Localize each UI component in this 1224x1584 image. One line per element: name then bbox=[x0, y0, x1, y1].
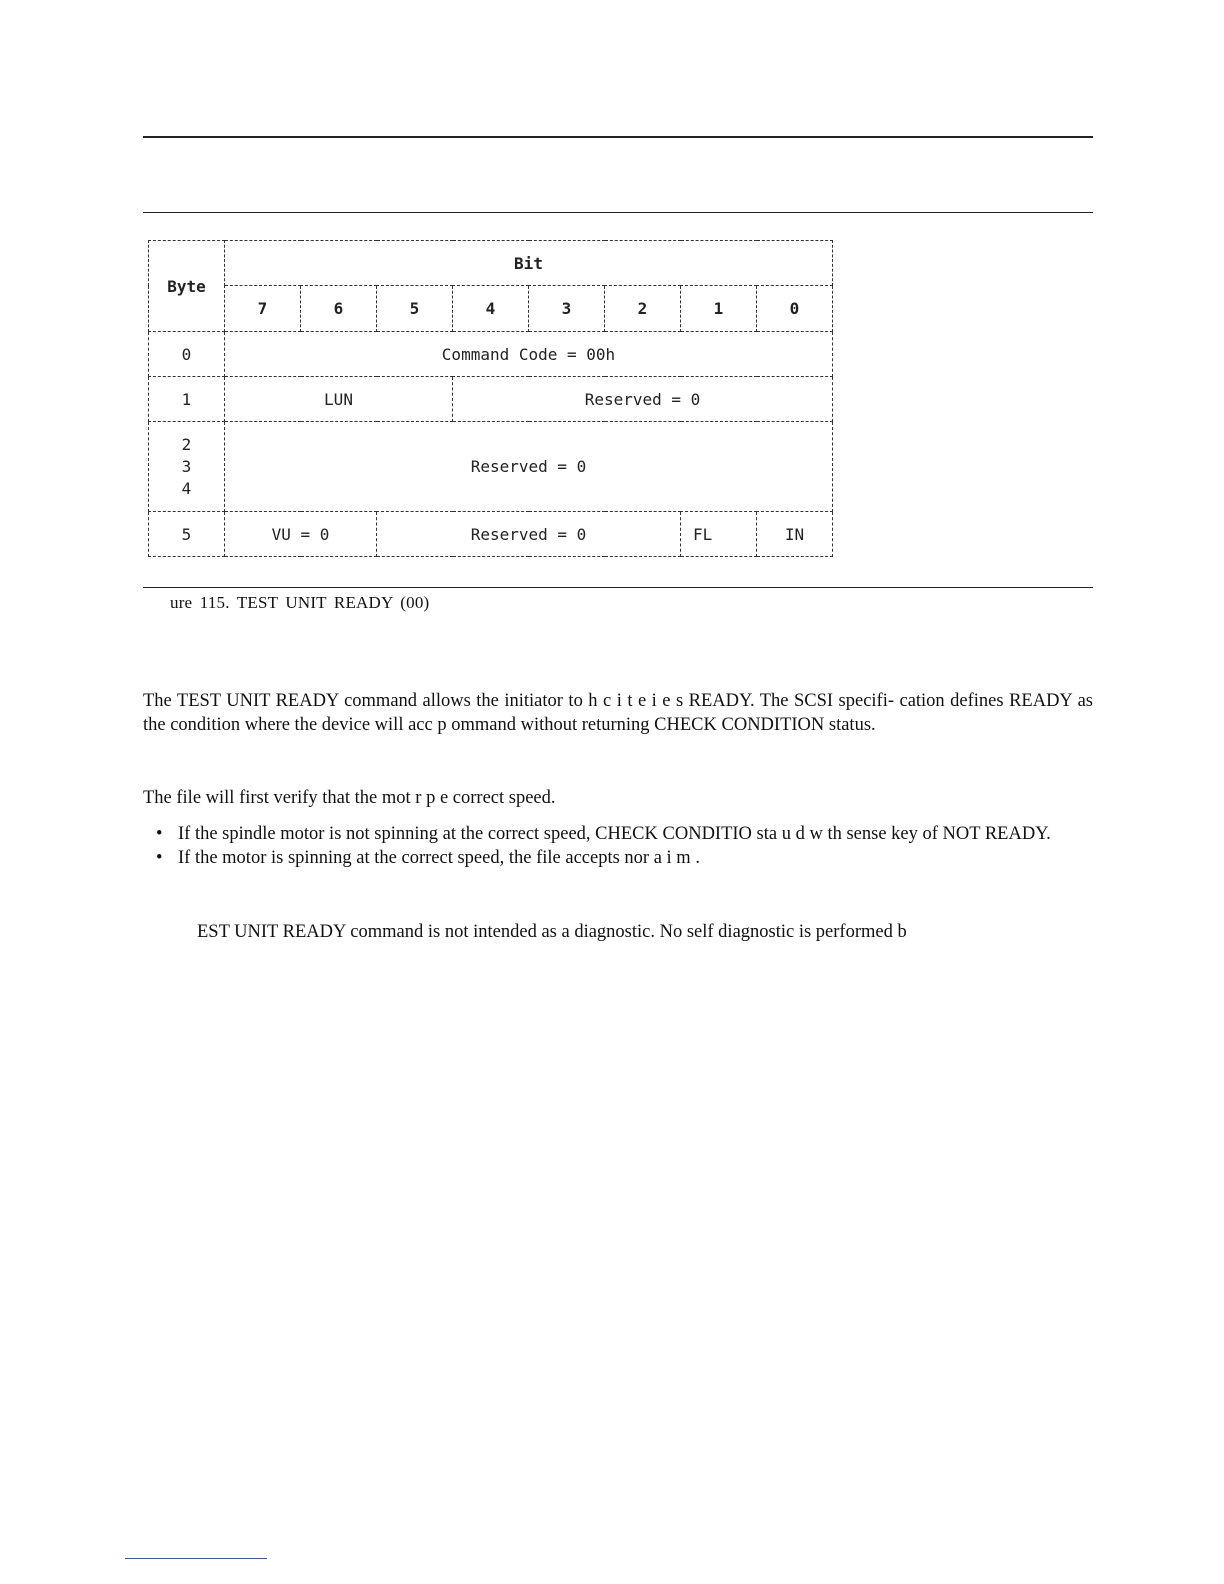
byte-0-label: 0 bbox=[149, 332, 225, 377]
table-row-bytes-2-4 bbox=[149, 422, 833, 512]
verify-paragraph: The file will first verify that the mot r p e correct speed. bbox=[143, 788, 556, 808]
bit-header: Bit bbox=[225, 241, 833, 286]
list-item bbox=[143, 822, 1093, 846]
byte-5-label: 5 bbox=[149, 512, 225, 557]
diagnostic-note: EST UNIT READY command is not intended as a diagnostic. No self diagnostic is performed b bbox=[197, 922, 907, 942]
bullet-text-spinning: If the motor is spinning at the correct speed, the file accepts nor a i m . bbox=[178, 848, 700, 868]
bit-0-header: 0 bbox=[757, 286, 833, 332]
byte-5-reserved-field: Reserved = 0 bbox=[377, 512, 681, 557]
bytes-2-4-reserved-field: Reserved = 0 bbox=[225, 422, 833, 512]
command-descriptor-table bbox=[148, 240, 833, 557]
table-row-byte-5 bbox=[149, 512, 833, 557]
byte-4-label: 4 bbox=[181, 478, 192, 498]
fl-field: FL bbox=[681, 512, 757, 557]
intro-paragraph: The TEST UNIT READY command allows the initiator to h c i t e i e s READY. The SCSI specifi- cation defines READY as the condition where the device will acc p ommand without returning CHECK CONDITION status. bbox=[143, 691, 1093, 735]
table-row-byte-0 bbox=[149, 332, 833, 377]
byte-header: Byte bbox=[149, 241, 225, 332]
bit-5-header: 5 bbox=[377, 286, 453, 332]
bit-2-header: 2 bbox=[605, 286, 681, 332]
byte-2-label: 2 bbox=[181, 434, 192, 454]
list-item bbox=[143, 846, 1093, 870]
command-code-field: Command Code = 00h bbox=[225, 332, 833, 377]
footer-link-underline[interactable] bbox=[125, 1558, 267, 1559]
bytes-2-4-label bbox=[149, 422, 225, 512]
header-top-rule bbox=[143, 136, 1093, 138]
bullet-text-not-spinning: If the spindle motor is not spinning at the correct speed, CHECK CONDITIO sta u d w th sense key of NOT READY. bbox=[178, 824, 1051, 844]
in-field: IN bbox=[757, 512, 833, 557]
byte-3-label: 3 bbox=[181, 456, 192, 476]
bit-3-header: 3 bbox=[529, 286, 605, 332]
figure-caption: ure 115. TEST UNIT READY (00) bbox=[170, 593, 430, 612]
condition-list bbox=[143, 822, 1093, 870]
bit-7-header: 7 bbox=[225, 286, 301, 332]
table-row-byte-1 bbox=[149, 377, 833, 422]
bit-4-header: 4 bbox=[453, 286, 529, 332]
bit-6-header: 6 bbox=[301, 286, 377, 332]
byte-1-label: 1 bbox=[149, 377, 225, 422]
figure-bottom-rule bbox=[143, 587, 1093, 588]
byte-1-reserved-field: Reserved = 0 bbox=[453, 377, 833, 422]
bit-1-header: 1 bbox=[681, 286, 757, 332]
bullet-icon: • bbox=[156, 848, 163, 868]
vu-field: VU = 0 bbox=[225, 512, 377, 557]
lun-field: LUN bbox=[225, 377, 453, 422]
bullet-icon: • bbox=[156, 824, 163, 844]
header-bottom-rule bbox=[143, 212, 1093, 213]
